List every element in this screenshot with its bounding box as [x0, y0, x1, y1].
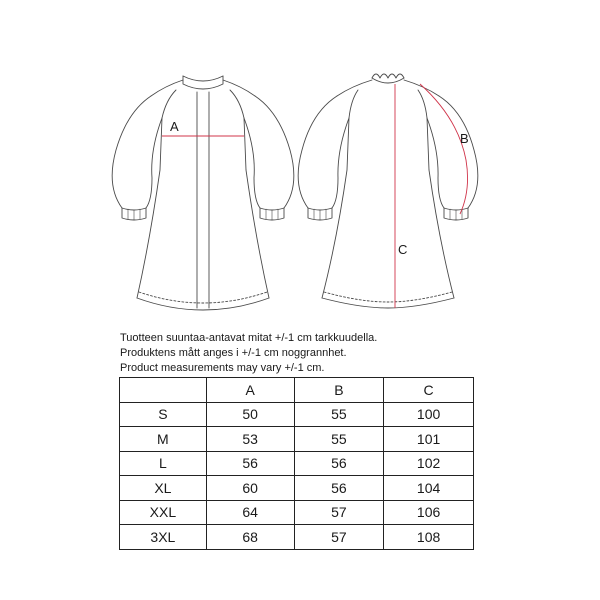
note-english: Product measurements may vary +/-1 cm.: [120, 362, 325, 374]
table-row: [120, 402, 474, 427]
size-cell: XL: [120, 476, 207, 501]
table-row: [120, 476, 474, 501]
dress-front-view: [112, 76, 294, 310]
value-c-cell: 104: [384, 476, 474, 501]
value-c-cell: 100: [384, 402, 474, 427]
label-b: B: [460, 131, 469, 146]
value-c-cell: 106: [384, 500, 474, 525]
value-a-cell: 50: [206, 402, 294, 427]
value-a-cell: 53: [206, 427, 294, 452]
measurement-notes: [120, 331, 377, 376]
value-b-cell: 57: [294, 500, 384, 525]
label-c: C: [398, 242, 408, 257]
value-b-cell: 56: [294, 451, 384, 476]
value-a-cell: 60: [206, 476, 294, 501]
size-table: [119, 377, 474, 550]
size-cell: 3XL: [120, 525, 207, 550]
table-row: [120, 525, 474, 550]
label-a: A: [170, 119, 179, 134]
table-row: [120, 427, 474, 452]
table-row: [120, 451, 474, 476]
value-b-cell: 55: [294, 427, 384, 452]
value-a-cell: 68: [206, 525, 294, 550]
value-c-cell: 102: [384, 451, 474, 476]
value-c-cell: 108: [384, 525, 474, 550]
header-c: C: [384, 378, 474, 403]
dress-back-view: [298, 74, 478, 308]
header-b: B: [294, 378, 384, 403]
value-b-cell: 55: [294, 402, 384, 427]
value-b-cell: 57: [294, 525, 384, 550]
size-cell: XXL: [120, 500, 207, 525]
note-finnish: Tuotteen suuntaa-antavat mitat +/-1 cm tarkkuudella.: [120, 332, 378, 344]
size-cell: L: [120, 451, 207, 476]
size-cell: M: [120, 427, 207, 452]
size-table-header: [120, 378, 474, 403]
table-row: [120, 500, 474, 525]
size-cell: S: [120, 402, 207, 427]
note-swedish: Produktens mått anges i +/-1 cm noggrannhet.: [120, 347, 347, 359]
value-a-cell: 56: [206, 451, 294, 476]
header-a: A: [206, 378, 294, 403]
value-a-cell: 64: [206, 500, 294, 525]
measure-b-line: [420, 84, 468, 214]
value-b-cell: 56: [294, 476, 384, 501]
header-size: [120, 378, 207, 403]
value-c-cell: 101: [384, 427, 474, 452]
